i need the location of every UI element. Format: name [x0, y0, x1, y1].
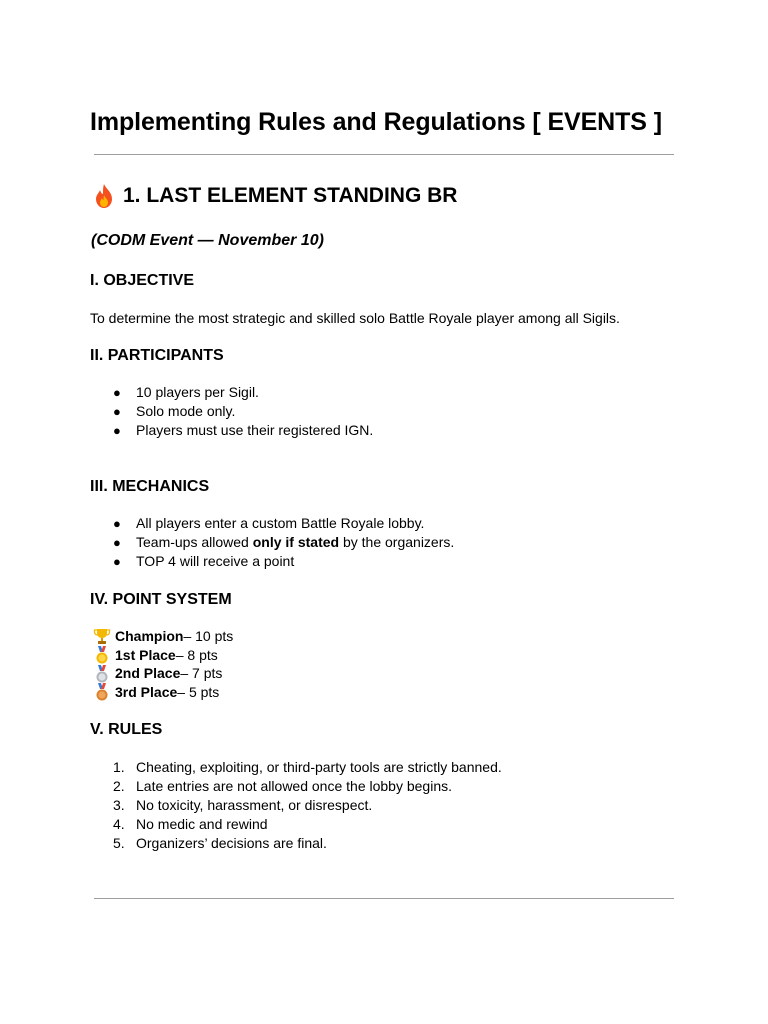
bullet-marker: ●: [113, 385, 121, 400]
list-item-text: 10 players per Sigil.: [136, 384, 259, 400]
place-points: – 7 pts: [180, 665, 223, 682]
list-item: [0, 533, 768, 552]
place-points: – 5 pts: [177, 684, 220, 701]
mechanics-heading: III. MECHANICS: [90, 478, 210, 495]
place-points: – 8 pts: [175, 646, 218, 663]
place-name: 2nd Place: [115, 665, 181, 682]
list-item: [0, 834, 768, 853]
participants-list: [0, 383, 768, 440]
event-subtitle: (CODM Event — November 10): [91, 232, 324, 249]
top-divider: [94, 154, 674, 155]
place-name: 1st Place: [115, 646, 176, 663]
place-name: 3rd Place: [115, 684, 178, 701]
gold-medal-icon: [93, 646, 111, 664]
event-heading: [91, 183, 457, 209]
list-item: [0, 514, 768, 533]
rules-heading: V. RULES: [90, 721, 163, 738]
bullet-marker: ●: [113, 404, 121, 419]
trophy-icon: [93, 627, 111, 645]
list-number: 4.: [113, 816, 125, 832]
emphasis-text: only if stated: [252, 534, 340, 550]
bronze-medal-icon: [93, 683, 111, 701]
mechanics-list: [0, 514, 768, 571]
place-points: – 10 pts: [183, 628, 234, 644]
silver-medal-icon: [93, 665, 111, 683]
place-name: Champion: [115, 628, 184, 644]
list-item-text: No medic and rewind: [136, 816, 268, 832]
list-item: [0, 383, 768, 402]
list-item: [0, 421, 768, 440]
list-item: [0, 777, 768, 796]
list-item-text: Solo mode only.: [136, 403, 236, 419]
list-item: [0, 758, 768, 777]
list-item: [0, 402, 768, 421]
list-item-text: No toxicity, harassment, or disrespect.: [136, 797, 373, 813]
list-number: 2.: [113, 778, 125, 794]
list-item-text: Cheating, exploiting, or third-party tools are strictly banned.: [136, 759, 502, 775]
bottom-divider: [94, 898, 674, 899]
point-row-second: [93, 664, 233, 683]
list-item-text: TOP 4 will receive a point: [136, 553, 295, 569]
fire-icon: [91, 183, 117, 209]
event-heading-text: 1. LAST ELEMENT STANDING BR: [123, 184, 458, 207]
point-system-list: [93, 627, 233, 702]
list-item-text-end: by the organizers.: [339, 534, 455, 550]
bullet-marker: ●: [113, 554, 121, 569]
list-item-text-start: Team-ups allowed: [136, 534, 253, 550]
bullet-marker: ●: [113, 516, 121, 531]
document-title: Implementing Rules and Regulations [ EVENTS ]: [90, 108, 662, 136]
point-row-third: [93, 683, 233, 702]
list-item: [0, 815, 768, 834]
point-row-champion: [93, 627, 233, 646]
list-item: [0, 552, 768, 571]
point-system-heading: IV. POINT SYSTEM: [90, 591, 232, 608]
bullet-marker: ●: [113, 535, 121, 550]
list-number: 3.: [113, 797, 125, 813]
point-row-first: [93, 646, 233, 665]
bullet-marker: ●: [113, 423, 121, 438]
list-number: 5.: [113, 835, 125, 851]
list-item-text: [136, 533, 454, 552]
rules-list: [0, 758, 768, 853]
list-item-text: Players must use their registered IGN.: [136, 422, 374, 438]
list-item-text: Organizers’ decisions are final.: [136, 835, 327, 851]
participants-heading: II. PARTICIPANTS: [90, 347, 224, 364]
list-item: [0, 796, 768, 815]
list-item-text: Late entries are not allowed once the lobby begins.: [136, 778, 452, 794]
objective-text: To determine the most strategic and skilled solo Battle Royale player among all Sigils.: [90, 310, 620, 326]
list-number: 1.: [113, 759, 125, 775]
list-item-text: All players enter a custom Battle Royale lobby.: [136, 515, 425, 531]
objective-heading: I. OBJECTIVE: [90, 272, 195, 289]
